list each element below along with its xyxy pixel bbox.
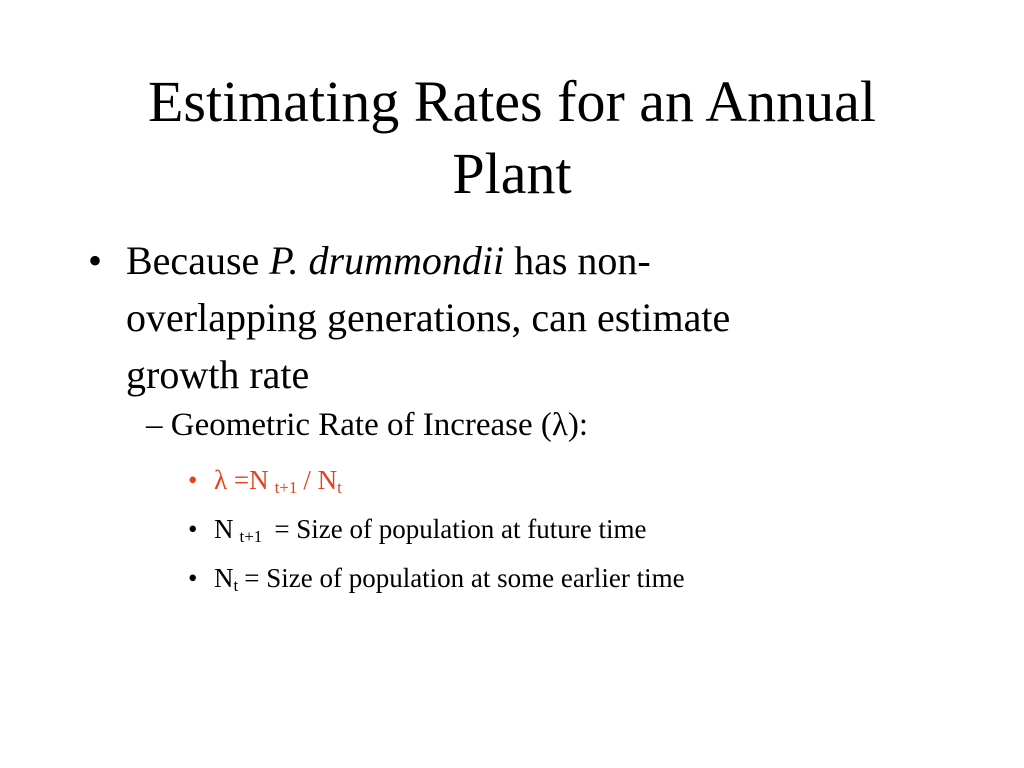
future-size-text: = Size of population at future time bbox=[274, 514, 647, 544]
n-subscript: t+1 bbox=[239, 527, 263, 546]
bullet-level-1-line-3: growth rate bbox=[126, 352, 310, 397]
n-symbol: N bbox=[214, 563, 234, 593]
species-name: P. drummondii bbox=[269, 238, 505, 283]
slide-title-line-2: Plant bbox=[452, 141, 572, 206]
bullet-level-2: – Geometric Rate of Increase (λ): bbox=[146, 407, 589, 443]
slide-title bbox=[0, 66, 1024, 210]
bullet-prefix: Because bbox=[126, 238, 270, 283]
bullet-future-size bbox=[188, 511, 646, 547]
n-symbol: N bbox=[214, 514, 234, 544]
bullet-dot: • bbox=[188, 465, 198, 495]
formula-lambda: λ =N bbox=[214, 465, 269, 495]
bullet-level-1 bbox=[88, 232, 828, 403]
formula-subscript-t1: t+1 bbox=[274, 478, 298, 497]
bullet-level-1-line-1 bbox=[126, 232, 828, 289]
bullet-dot: • bbox=[188, 514, 198, 544]
n-subscript: t bbox=[233, 576, 239, 595]
bullet-line-1-suffix: has non- bbox=[504, 238, 651, 283]
bullet-dot: • bbox=[88, 238, 103, 283]
bullet-dot: • bbox=[188, 563, 198, 593]
bullet-earlier-size bbox=[188, 560, 685, 596]
earlier-size-text: = Size of population at some earlier time bbox=[244, 563, 685, 593]
bullet-level-1-text bbox=[126, 232, 828, 403]
slide-title-line-1: Estimating Rates for an Annual bbox=[147, 69, 877, 134]
bullet-level-1-line-2: overlapping generations, can estimate bbox=[126, 295, 731, 340]
formula-slash-n: / N bbox=[303, 465, 338, 495]
bullet-lambda-formula bbox=[188, 462, 342, 498]
formula-subscript-t: t bbox=[337, 478, 342, 497]
